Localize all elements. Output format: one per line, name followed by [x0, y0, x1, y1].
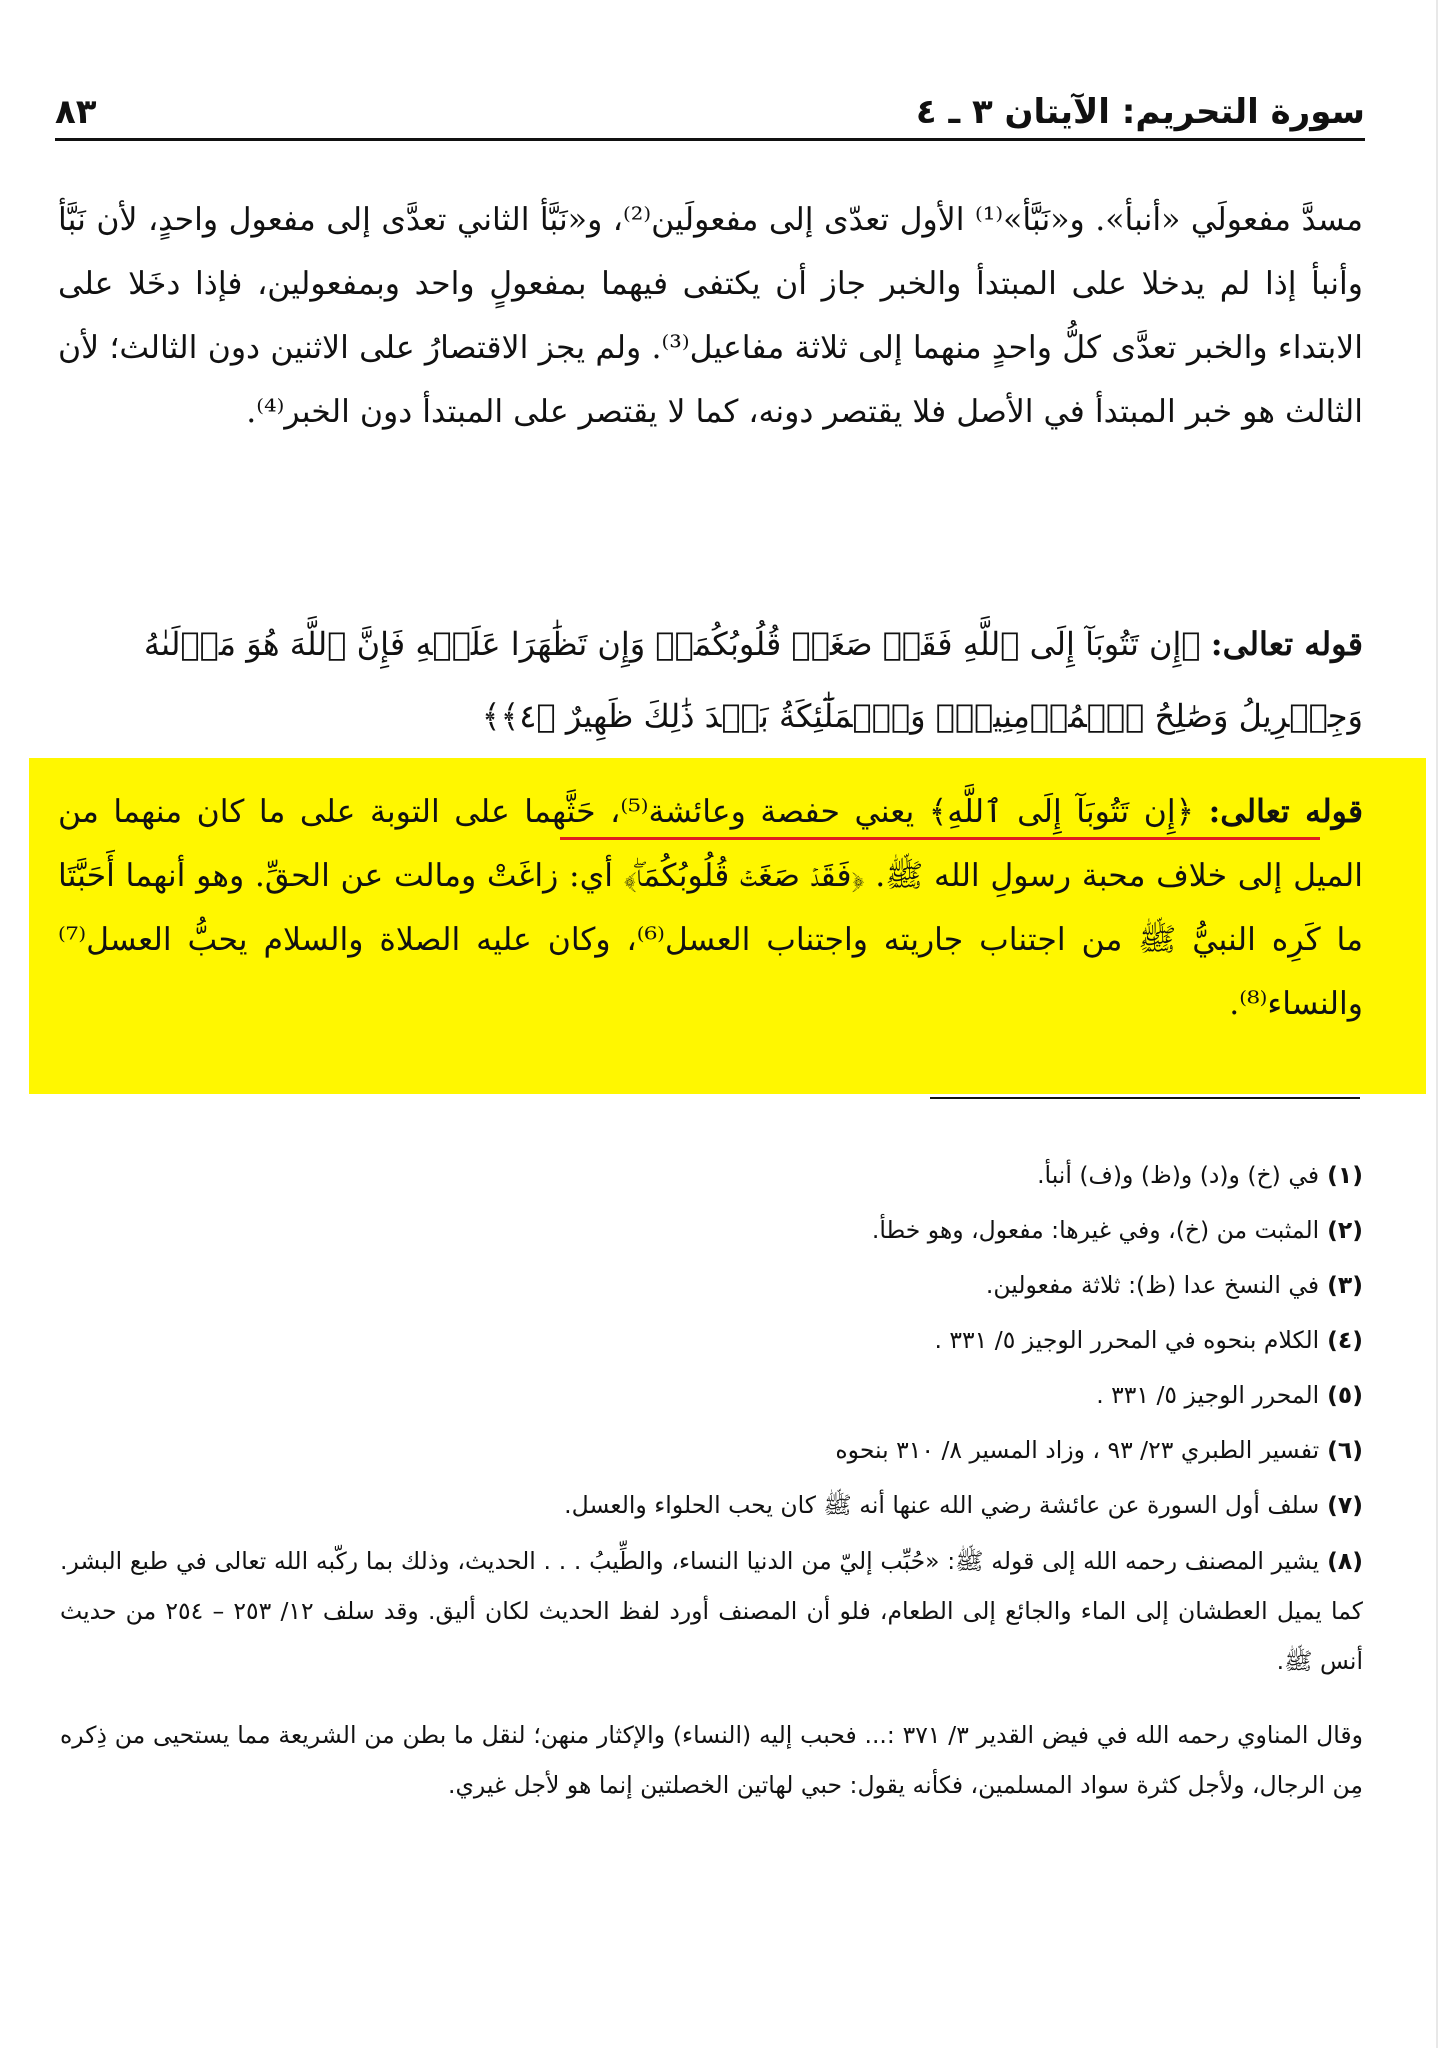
footnote-item: (٢)المثبت من (خ)، وفي غيرها: مفعول، وهو خطأ. [871, 1216, 1363, 1244]
verse-text: ﴿إِن تَتُوبَآ إِلَى ٱللَّهِ فَقَدۡ صَغَتۡ قُلُوبُكُمَاۖ وَإِن تَظَٰهَرَا عَلَيۡهِ فَإِنَّ ٱللَّهَ هُوَ مَوۡلَىٰهُ وَجِبۡرِيلُ وَصَٰلِحُ ٱلۡمُؤۡمِنِينَۖ وَٱلۡمَلَٰٓئِكَةُ بَعۡدَ ذَٰلِكَ ظَهِيرٌ ﴿٤﴾﴾ [143, 625, 1363, 735]
footnote-item: (٧)سلف أول السورة عن عائشة رضي الله عنها أنه ﷺ كان يحب الحلواء والعسل. [564, 1491, 1363, 1519]
highlight-text: ﴿إِن تَتُوبَآ إِلَى ٱللَّهِ﴾ يعني حفصة وعائشة⁽⁵⁾، حَثَّهما على التوبة على ما كان منهما من الميل إلى خلاف محبة رسولِ الله ﷺ. ﴿فَقَدۡ صَغَتۡ قُلُوبُكُمَاۖ﴾ أي: زاغَتْ ومالت عن الحقِّ. وهو أنهما أَحَبَّتَا ما كَرِه النبيُّ ﷺ من اجتناب جاريته واجتناب العسل⁽⁶⁾، وكان عليه الصلاة والسلام يحبُّ العسل⁽⁷⁾ والنساء⁽⁸⁾. [58, 794, 1363, 1022]
chapter-title: سورة التحريم: الآيتان ٣ ـ ٤ [915, 92, 1365, 132]
footnote-item: (٥)المحرر الوجيز ٥/ ٣٣١ . [1096, 1381, 1363, 1409]
page-edge [1436, 0, 1438, 2048]
footnote-item: (٣)في النسخ عدا (ظ): ثلاثة مفعولين. [985, 1271, 1363, 1299]
red-underline [560, 837, 1320, 840]
footnote-item: (١)في (خ) و(د) و(ظ) و(ف) أنبأ. [1037, 1161, 1363, 1189]
page-number: ٨٣ [55, 92, 97, 132]
footnote-separator [930, 1097, 1360, 1099]
page-header [55, 82, 1365, 132]
verse-lead: قوله تعالى: [1210, 625, 1363, 663]
highlighted-passage [58, 780, 1363, 1036]
highlight-lead: قوله تعالى: [1208, 793, 1363, 830]
footnote-item-8: (٨)يشير المصنف رحمه الله إلى قوله ﷺ: «حُبِّب إليّ من الدنيا النساء، والطِّيبُ . . . الحديث، وذلك بما ركّبه الله تعالى في طبع البشر. كما يميل العطشان إلى الماء والجائع إلى الطعام، فلو أن المصنف أورد لفظ الحديث لكان أليق. وقد سلف ١٢/ ٢٥٣ – ٢٥٤ من حديث أنس ﷺ. [60, 1547, 1363, 1675]
verse-block [58, 608, 1363, 752]
footnote-item: (٤)الكلام بنحوه في المحرر الوجيز ٥/ ٣٣١ . [934, 1326, 1363, 1354]
header-rule [55, 138, 1365, 141]
main-text [58, 188, 1363, 444]
main-paragraph: مسدَّ مفعولَي «أنبأ». و«نَبَّأ»⁽¹⁾ الأول تعدّى إلى مفعولَين⁽²⁾، و«نَبَّأ الثاني تعدَّى إلى مفعول واحدٍ، لأن نَبَّأ وأنبأ إذا لم يدخلا على المبتدأ والخبر جاز أن يكتفى فيهما بمفعولٍ واحد وبمفعولين، فإذا دخَلا على الابتداء والخبر تعدَّى كلُّ واحدٍ منهما إلى ثلاثة مفاعيل⁽³⁾. ولم يجز الاقتصارُ على الاثنين دون الثالث؛ لأن الثالث هو خبر المبتدأ في الأصل فلا يقتصر دونه، كما لا يقتصر على المبتدأ دون الخبر⁽⁴⁾. [58, 202, 1363, 430]
footnotes [60, 1148, 1363, 1833]
footnote-8-continuation: وقال المناوي رحمه الله في فيض القدير ٣/ ٣٧١ :... فحبب إليه (النساء) والإكثار منهن؛ لنقل ما بطن من الشريعة مما يستحيى من ذِكره مِن الرجال، ولأجل كثرة سواد المسلمين، فكأنه يقول: حبي لهاتين الخصلتين إنما هو لأجل غيري. [60, 1720, 1363, 1799]
footnote-item: (٦)تفسير الطبري ٢٣/ ٩٣ ، وزاد المسير ٨/ ٣١٠ بنحوه [835, 1436, 1363, 1464]
